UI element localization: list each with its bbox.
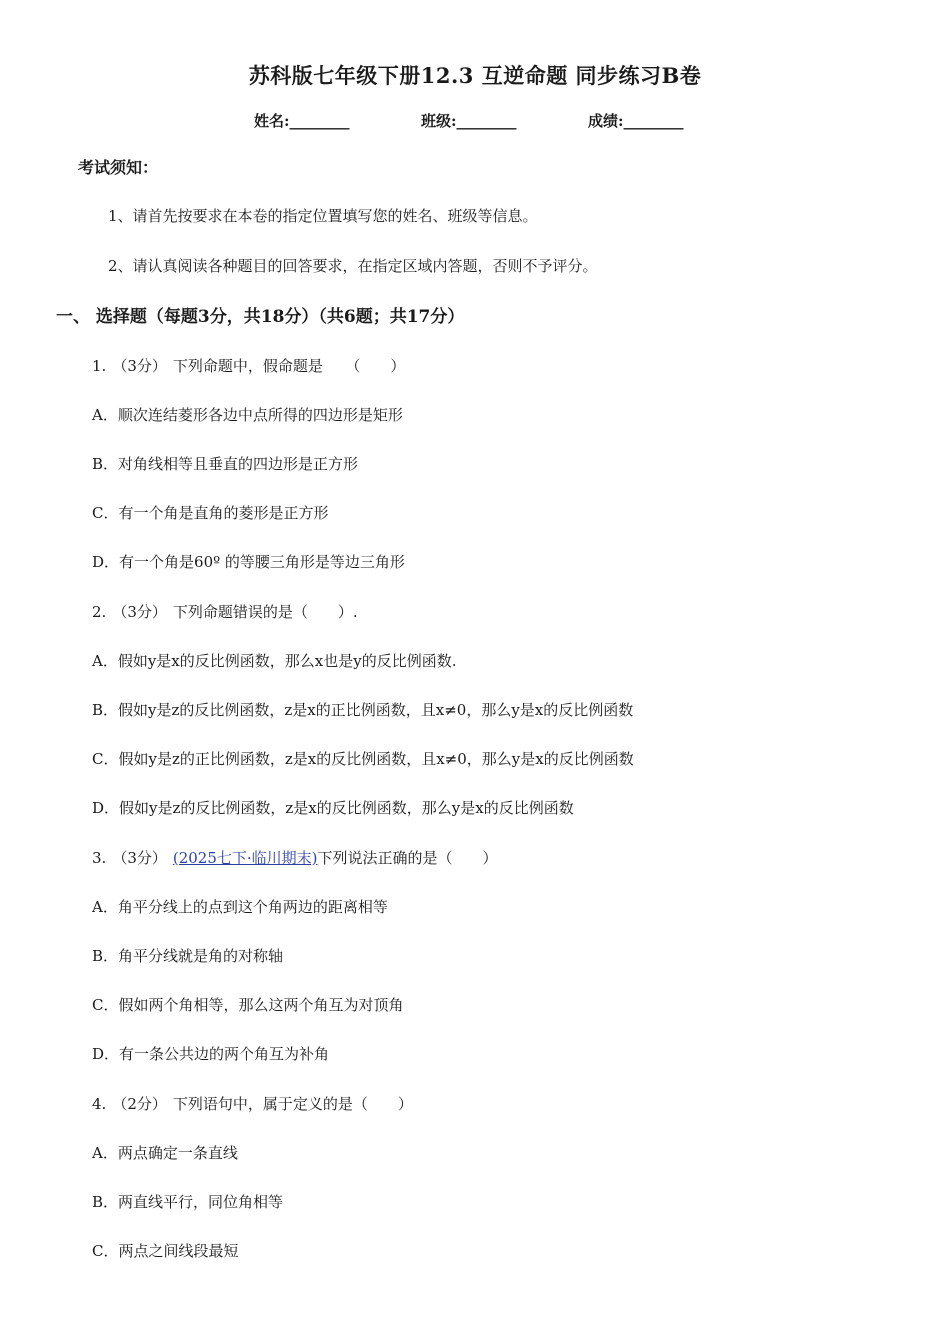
question-score: （2分） xyxy=(112,1095,167,1113)
question-2 xyxy=(92,601,358,622)
question-text: 下列语句中，属于定义的是（ ） xyxy=(172,1095,413,1113)
question-4 xyxy=(92,1093,413,1114)
question-score: （3分） xyxy=(112,357,167,375)
question-number: 2. xyxy=(92,603,107,621)
option-d: D．有一个角是60º 的等腰三角形是等边三角形 xyxy=(92,553,405,571)
option-b: B．对角线相等且垂直的四边形是正方形 xyxy=(92,455,359,473)
option-a: A．两点确定一条直线 xyxy=(92,1144,238,1162)
class-field: 班级:________ xyxy=(421,112,517,130)
question-score: （3分） xyxy=(112,603,167,621)
option-a: A．假如y是x的反比例函数，那么x也是y的反比例函数. xyxy=(92,652,457,670)
option-c: C．有一个角是直角的菱形是正方形 xyxy=(92,504,329,522)
question-text: 下列说法正确的是（ ） xyxy=(317,849,498,867)
question-number: 4. xyxy=(92,1095,107,1113)
score-field: 成绩:________ xyxy=(588,112,684,130)
question-text: 下列命题错误的是（ ）. xyxy=(172,603,358,621)
option-b: B．两直线平行，同位角相等 xyxy=(92,1193,284,1211)
option-c: C．两点之间线段最短 xyxy=(92,1242,239,1260)
question-number: 1. xyxy=(92,357,107,375)
option-d: D．假如y是z的反比例函数，z是x的反比例函数，那么y是x的反比例函数 xyxy=(92,799,574,817)
notice-heading: 考试须知： xyxy=(78,158,159,177)
option-a: A．顺次连结菱形各边中点所得的四边形是矩形 xyxy=(92,406,403,424)
question-text: 下列命题中，假命题是 （ ） xyxy=(172,357,406,375)
option-a: A．角平分线上的点到这个角两边的距离相等 xyxy=(92,898,388,916)
question-number: 3. xyxy=(92,849,107,867)
option-c: C．假如两个角相等，那么这两个角互为对顶角 xyxy=(92,996,404,1014)
question-3 xyxy=(92,847,498,868)
question-1 xyxy=(92,355,405,376)
notice-item: 2、请认真阅读各种题目的回答要求，在指定区域内答题，否则不予评分。 xyxy=(108,257,598,275)
page-title: 苏科版七年级下册12.3 互逆命题 同步练习B卷 xyxy=(248,63,702,88)
option-b: B．角平分线就是角的对称轴 xyxy=(92,947,284,965)
question-score: （3分） xyxy=(112,849,167,867)
option-b: B．假如y是z的反比例函数，z是x的正比例函数，且x≠0，那么y是x的反比例函数 xyxy=(92,701,634,719)
option-d: D．有一条公共边的两个角互为补角 xyxy=(92,1045,330,1063)
question-source-link[interactable]: (2025七下·临川期末) xyxy=(172,849,318,867)
name-field: 姓名:________ xyxy=(254,112,350,130)
notice-item: 1、请首先按要求在本卷的指定位置填写您的姓名、班级等信息。 xyxy=(108,207,538,225)
section-heading: 一、 选择题（每题3分，共18分）（共6题；共17分） xyxy=(56,307,465,327)
option-c: C．假如y是z的正比例函数，z是x的反比例函数，且x≠0，那么y是x的反比例函数 xyxy=(92,750,634,768)
